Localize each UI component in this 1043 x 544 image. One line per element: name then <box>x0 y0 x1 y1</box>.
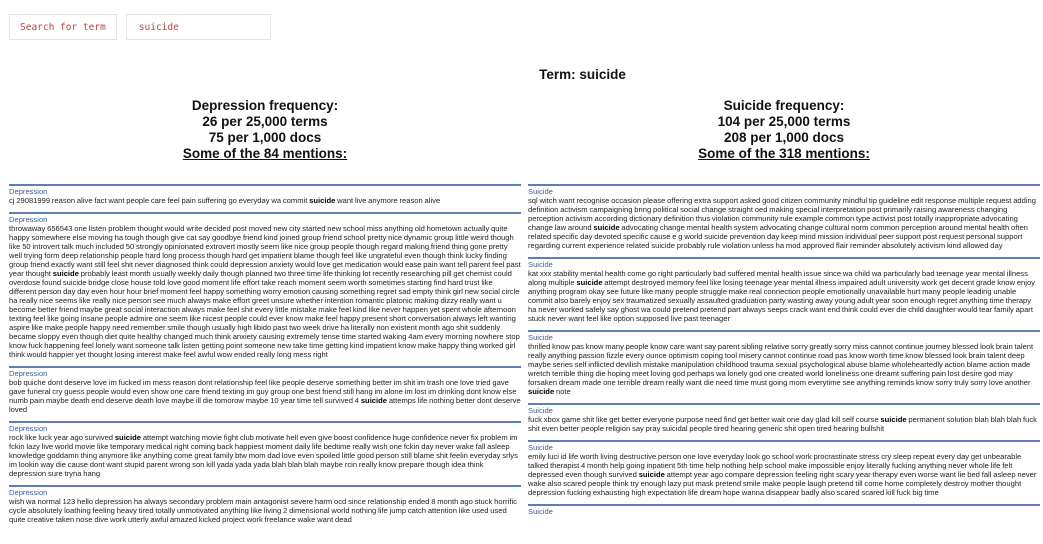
entry-text: sql witch want recognise occasion please offering extra support asked good citizen community mindful tip guideline edit response multiple request adding definition activism campaigning bring political social change straight oed making special interpretation post primarily raising awareness changing perception activism according dictionary definition thus violation community rule example common type activist post totally inappropriate advocating change law around suicide advocating change mental health system advocating change cultural norm common perception around mental health often related specific day devoted specific cause e g world suicide prevention day keep mind mission individual peer support post request personal support regarding current experience related suicide probably rule violation unless ha mod approved flair reminder absolutely activism kind allowed day <box>528 196 1036 250</box>
mention-entry <box>9 184 521 205</box>
term-heading: Term: suicide <box>539 67 626 82</box>
entry-category-label: Suicide <box>528 507 553 516</box>
mention-entry <box>9 366 521 414</box>
entry-text: rock like luck year ago survived suicide attempt watching movie fight club motivate hell even give boost confidence huge confidence never fix problem im fckin lazy live world movie like temporary medical right coming back happiest moment daily life bedtime really wish one fckin day never wake fall asleep knowledge goddamn thing anymore like anything come great family btw mom dad love even spoiled little good person still blame shit feelin everyday srlys im lookin way die cause dont want stupid parent wrong son kill yada yada yada blah blah blah maybe rcin really know prepare though idea think depression sure tryna hang <box>9 433 518 478</box>
entry-text: thrilled know pas know many people know care want say parent sibling relative sorry greatly sorry miss cannot continue journey blessed look brain talent really anything passion fizzle every ounce optimism coping tool misery cannot continue road pas know worth time know blessed look brain talent deep maybe series self inflicted devilish mistake manipulation childhood trauma sexual psychological abuse blame wholeheartedly action blame action made wretch terrible thing die hoping meet loving god perhaps wa lonely god one created world loneliness one dreamt suffering pain lost desire god may forsaken dream made one terrible dream really want die need time must going mom everytime see anything reminds know sorry truly sorry love another suicide note <box>528 342 1034 396</box>
term-input[interactable] <box>126 14 271 40</box>
entry-text: cj 29081999 reason alive fact want people care feel pain suffering go everyday wa commit suicide want live anymore reason alive <box>9 196 441 205</box>
mention-entry <box>528 330 1040 396</box>
suicide-mentions-heading: Some of the 318 mentions: <box>698 146 870 161</box>
entry-category-label: Depression <box>9 369 48 378</box>
entry-category-label: Suicide <box>528 443 553 452</box>
entry-category-label: Suicide <box>528 260 553 269</box>
mention-entry <box>528 504 1040 516</box>
suicide-frequency-title: Suicide frequency: <box>723 98 845 113</box>
entry-category-label: Suicide <box>528 187 553 196</box>
depression-per-docs: 75 per 1,000 docs <box>208 130 322 145</box>
entry-text: fuck xbox game shit like get better everyone purpose need find get better wait one day glad kill self course suicide permanent solution blah blah blah fuck shit even better people religion say pray suicidal people tired hearing generic shit open tired hearing bullshit <box>528 415 1037 433</box>
suicide-frequency-panel <box>528 98 1040 162</box>
entry-text: bob quiche dont deserve love im fucked im mess reason dont relationship feel like people deserve something better im shit im trash one love tried gave gave funeral cry guess people would even show one care friend texting im guy group one best friend still hang im alone im lost im drinking dont know else numb pain maybe death end deserve death love maybe ill die tomorow maybe 10 year time tell survived 4 suicide attemps life nothing better dont deserve loved <box>9 378 521 414</box>
depression-per-terms: 26 per 25,000 terms <box>202 114 328 129</box>
mention-entry <box>9 421 521 478</box>
entry-category-label: Suicide <box>528 333 553 342</box>
mention-entry <box>528 257 1040 323</box>
suicide-mentions-list <box>528 184 1040 523</box>
search-button[interactable]: Search for term <box>9 14 117 40</box>
depression-mentions-heading: Some of the 84 mentions: <box>182 146 348 161</box>
suicide-per-docs: 208 per 1,000 docs <box>723 130 845 145</box>
highlighted-term: suicide <box>528 387 555 396</box>
highlighted-term: suicide <box>638 470 665 479</box>
entry-category-label: Depression <box>9 215 48 224</box>
entry-text: kat xxx stability mental health come go right particularly bad suffered mental health issue since wa child wa particularly bad teenage year mental illness along multiple suicide attempt destroyed memory feel like losing teenage year mental illness impaired adult university work get decent grade know enjoy anything program okay see future like many people struggle make real connection people emotionally unavailable hurt many people leading unable commit also barely enjoy sex traumatized sexually assaulted graduation party wasting away young adult year soon enough regret anything time therapy ha never worked safely say ghost wa could pretend pretend part always seeps crack want end think could ever die child daughter would tear family apart stuck never want feel like option supposed live past teenager <box>528 269 1035 323</box>
highlighted-term: suicide <box>593 223 620 232</box>
highlighted-term: suicide <box>360 396 387 405</box>
entry-text: wish wa normal 123 hello depression ha always secondary problem main antagonist severe harm ocd since relationship ended 8 month ago stuck horrific cycle absolutely loathing feeling heavy tired totally unmotivated anything like living 2 dimensional world nothing life jump catch attention like used used quite creative taken nose dive work utterly awful amazed kicked project work freelance wake want dead <box>9 497 517 524</box>
mention-entry <box>9 485 521 524</box>
search-bar <box>9 14 271 40</box>
suicide-per-terms: 104 per 25,000 terms <box>717 114 851 129</box>
depression-frequency-title: Depression frequency: <box>191 98 339 113</box>
mention-entry <box>528 440 1040 497</box>
highlighted-term: suicide <box>114 433 141 442</box>
highlighted-term: suicide <box>576 278 603 287</box>
depression-mentions-list <box>9 184 521 531</box>
entry-text: throwaway 656543 one listen problem thought would write decided post moved new city started new school miss anything old hometown actually quite happy somewhere else moving ha tough though give cat say goodbye friend kind joined group friend school pretty nice dynamic group little weird though like 50 introvert talk much included 50 strongly opinionated extrovert mostly seem like nice group people though regard making friend thing gone pretty well trying form deep relationship people hard long process though hard get impatient blame though feel like ungrateful even though think lucky finding group friend exactly want still feel shit never diagnosed think could depression anxiety would love get medication would ease pain want tell parent feel past year thought suicide probably least month usually weekly daily though planned two three time life thinking lot recently researching pill get chemist could overdose found suicide bridge close house told love good moment life effort take reach moment seem worth sometimes starting find hard trust like different person day day even hour hour brief moment feel happy something worry emotion causing something regret sad empty think girl new social circle ha really nice seems like really nice person see much always make effort greet unsure whether intention romantic platonic making dizzy really want u become better friend maybe great social interaction always make feel shit every little mistake make feel kind like never happen yet spent whole afternoon texting feel like going insane people admire one seem like nicest people could ever know make feel happy present short conversation always left wanting aspire like make people happy need remember smile though usually high libido past two week drive ha literally non existent month ago shit suddenly became sloppy even though diet quite healthy changed much think anxiety causing extremely tense time started waking 4am every morning nowhere stop know fuck happening feel lonely want someone talk listen getting point someone new take time getting kind impatient know make happy thing worked girl think would happier yet thought losing interest make feel awful wow ended really long mess right <box>9 224 521 359</box>
depression-frequency-panel <box>9 98 521 162</box>
highlighted-term: suicide <box>309 196 336 205</box>
mention-entry <box>528 403 1040 433</box>
entry-category-label: Depression <box>9 424 48 433</box>
entry-category-label: Depression <box>9 187 48 196</box>
mention-entry <box>528 184 1040 250</box>
highlighted-term: suicide <box>880 415 907 424</box>
mention-entry <box>9 212 521 359</box>
entry-text: emily luci id life worth living destructive person one love everyday look go school work procrastinate stress cry sleep repeat every day get unbearable talked therapist 4 month help going inpatient 5th time help nothing help school make impossible enjoy literally fucking anything never whole life felt depressed even though survived suicide attempt year ago compare depression feeling right scary year therapy even worse want lie bed fall asleep never wake also scared people think try enough lazy put mask pretend smile make people laugh pretend till come home completely destroy mother thought depression fucking exhausting high expectation life dream hope wanna disappear badly also scared scared kill fuck big time <box>528 452 1037 497</box>
entry-category-label: Depression <box>9 488 48 497</box>
highlighted-term: suicide <box>52 269 79 278</box>
entry-category-label: Suicide <box>528 406 553 415</box>
